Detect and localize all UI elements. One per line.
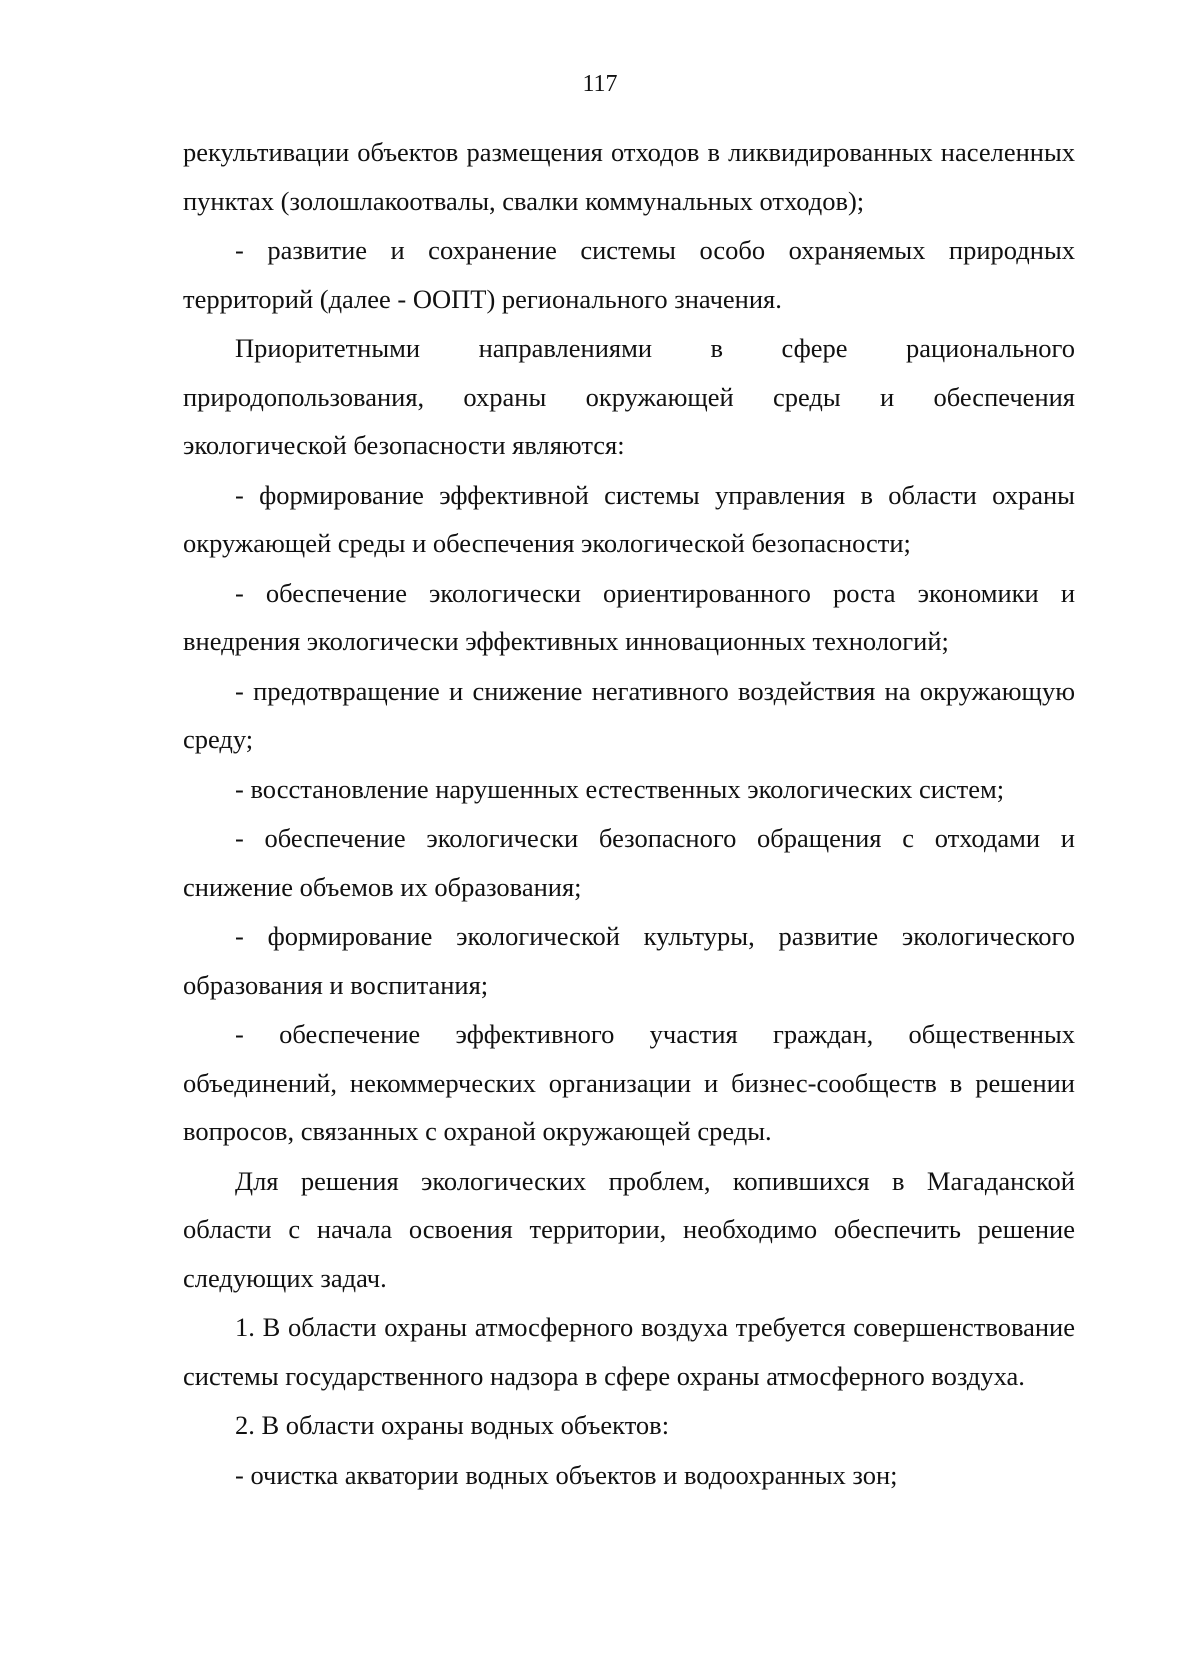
paragraph-intro: Приоритетными направлениями в сфере рационального природопользования, охраны окружающей среды и обеспечения экологической безопасности являются: xyxy=(183,333,1075,460)
page-number: 117 xyxy=(582,71,618,97)
paragraph-list-item: - обеспечение экологически безопасного обращения с отходами и снижение объемов их образования; xyxy=(183,823,1075,902)
paragraph-body: Для решения экологических проблем, копившихся в Магаданской области с начала освоения территории, необходимо обеспечить решение следующих задач. xyxy=(183,1165,1075,1293)
paragraph-numbered-item: 2. В области охраны водных объектов: xyxy=(235,1410,670,1440)
paragraph-list-item: - обеспечение экологически ориентированного роста экономики и внедрения экологически эффективных инновационных технологий; xyxy=(183,577,1075,656)
paragraph-list-item: - восстановление нарушенных естественных экологических систем; xyxy=(235,773,1005,804)
paragraph-list-item: - обеспечение эффективного участия граждан, общественных объединений, некоммерческих организации и бизнес-сообществ в решении вопросов, связанных с охраной окружающей среды. xyxy=(183,1019,1075,1146)
paragraph-numbered-item: 1. В области охраны атмосферного воздуха требуется совершенствование системы государственного надзора в сфере охраны атмосферного воздуха. xyxy=(183,1312,1075,1391)
paragraph-list-item: - формирование эффективной системы управления в области охраны окружающей среды и обеспечения экологической безопасности; xyxy=(183,479,1075,558)
paragraph-continuation: рекультивации объектов размещения отходов в ликвидированных населенных пунктах (золошлакоотвалы, свалки коммунальных отходов); xyxy=(183,137,1075,216)
document-body xyxy=(183,128,1075,1499)
paragraph-list-item: - формирование экологической культуры, развитие экологического образования и воспитания; xyxy=(183,921,1075,1000)
paragraph-list-item: - развитие и сохранение системы особо охраняемых природных территорий (далее - ООПТ) регионального значения. xyxy=(183,235,1075,314)
paragraph-list-item: - очистка акватории водных объектов и водоохранных зон; xyxy=(235,1459,898,1490)
paragraph-list-item: - предотвращение и снижение негативного воздействия на окружающую среду; xyxy=(183,675,1075,754)
